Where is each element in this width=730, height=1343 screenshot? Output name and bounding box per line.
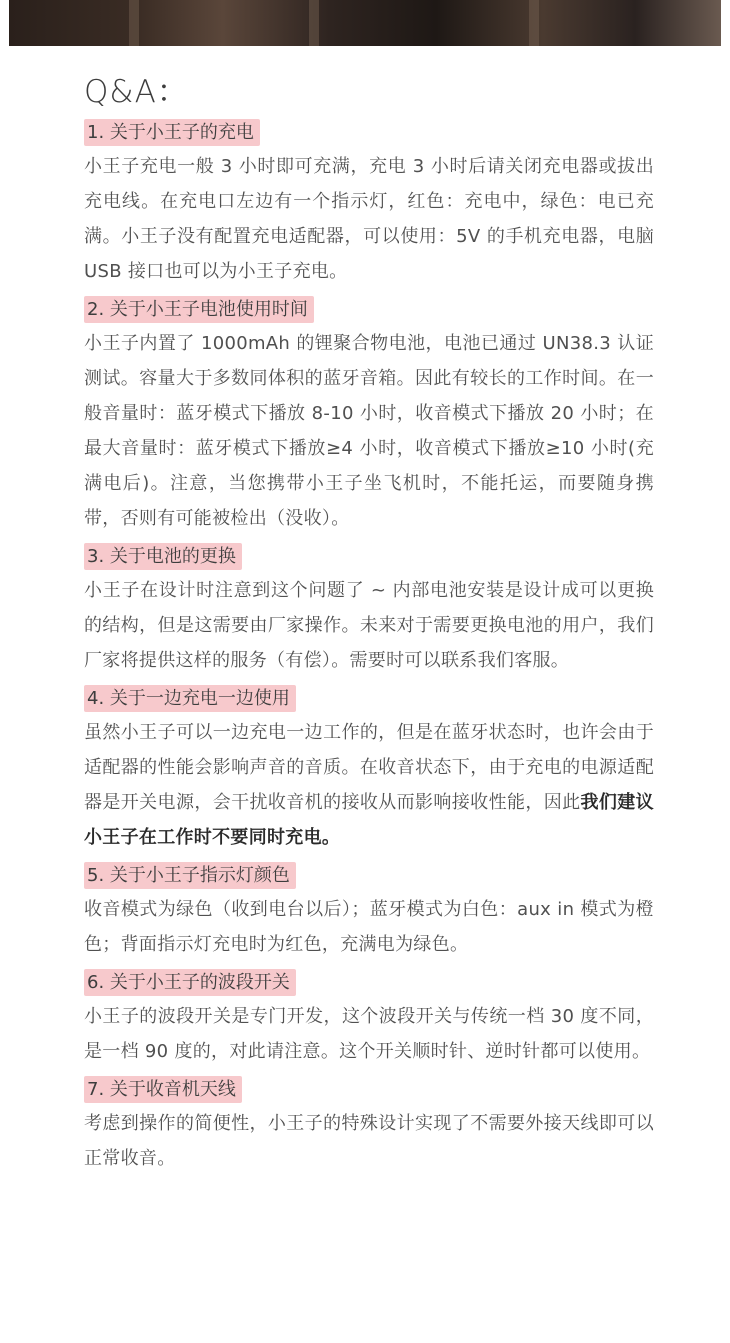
section-body: 小王子充电一般 3 小时即可充满，充电 3 小时后请关闭充电器或拔出充电线。在充电口左边有一个指示灯，红色：充电中，绿色：电已充满。小王子没有配置充电适配器，可以使用：5V 的手机充电器，电脑 USB 接口也可以为小王子充电。 bbox=[84, 156, 654, 282]
qa-section-charge-while-using bbox=[84, 680, 654, 855]
section-body: 小王子内置了 1000mAh 的锂聚合物电池，电池已通过 UN38.3 认证测试。容量大于多数同体积的蓝牙音箱。因此有较长的工作时间。在一般音量时：蓝牙模式下播放 8-10 小时，收音模式下播放 20 小时；在最大音量时：蓝牙模式下播放≥4 小时，收音模式下播放≥10 小时(充满电后)。注意，当您携带小王子坐飞机时，不能托运，而要随身携带，否则有可能被检出（没收）。 bbox=[84, 333, 654, 529]
section-body-text: 虽然小王子可以一边充电一边工作的，但是在蓝牙状态时，也许会由于适配器的性能会影响声音的音质。在收音状态下，由于充电的电源适配器是开关电源，会干扰收音机的接收从而影响接收性能，因此 bbox=[84, 722, 654, 813]
section-body: 小王子的波段开关是专门开发，这个波段开关与传统一档 30 度不同，是一档 90 度的，对此请注意。这个开关顺时针、逆时针都可以使用。 bbox=[84, 1006, 654, 1062]
section-body: 小王子在设计时注意到这个问题了 ~ 内部电池安装是设计成可以更换的结构，但是这需要由厂家操作。未来对于需要更换电池的用户，我们厂家将提供这样的服务（有偿）。需要时可以联系我们客服。 bbox=[84, 580, 654, 671]
section-heading: 5. 关于小王子指示灯颜色 bbox=[84, 862, 296, 889]
section-heading: 7. 关于收音机天线 bbox=[84, 1076, 242, 1103]
banner-stripe bbox=[309, 0, 319, 46]
banner-stripe bbox=[129, 0, 139, 46]
section-body bbox=[84, 715, 654, 855]
section-heading: 4. 关于一边充电一边使用 bbox=[84, 685, 296, 712]
section-heading: 3. 关于电池的更换 bbox=[84, 543, 242, 570]
section-body-emphasis: 我们建议小王子在工作时不要同时充电。 bbox=[84, 792, 654, 848]
section-body: 考虑到操作的简便性，小王子的特殊设计实现了不需要外接天线即可以正常收音。 bbox=[84, 1113, 654, 1169]
qa-section-battery-life bbox=[84, 291, 654, 536]
section-body: 收音模式为绿色（收到电台以后）；蓝牙模式为白色：aux in 模式为橙色；背面指示灯充电时为红色，充满电为绿色。 bbox=[84, 899, 654, 955]
page-title: Q&A： bbox=[84, 74, 189, 110]
qa-list bbox=[84, 114, 654, 1178]
qa-section-antenna bbox=[84, 1071, 654, 1176]
qa-section-battery-replacement bbox=[84, 538, 654, 678]
section-heading: 1. 关于小王子的充电 bbox=[84, 119, 260, 146]
section-heading: 6. 关于小王子的波段开关 bbox=[84, 969, 296, 996]
top-banner-image bbox=[9, 0, 721, 46]
qa-section-indicator-color bbox=[84, 857, 654, 962]
qa-section-band-switch bbox=[84, 964, 654, 1069]
qa-section-charging bbox=[84, 114, 654, 289]
section-heading: 2. 关于小王子电池使用时间 bbox=[84, 296, 314, 323]
banner-stripe bbox=[529, 0, 539, 46]
